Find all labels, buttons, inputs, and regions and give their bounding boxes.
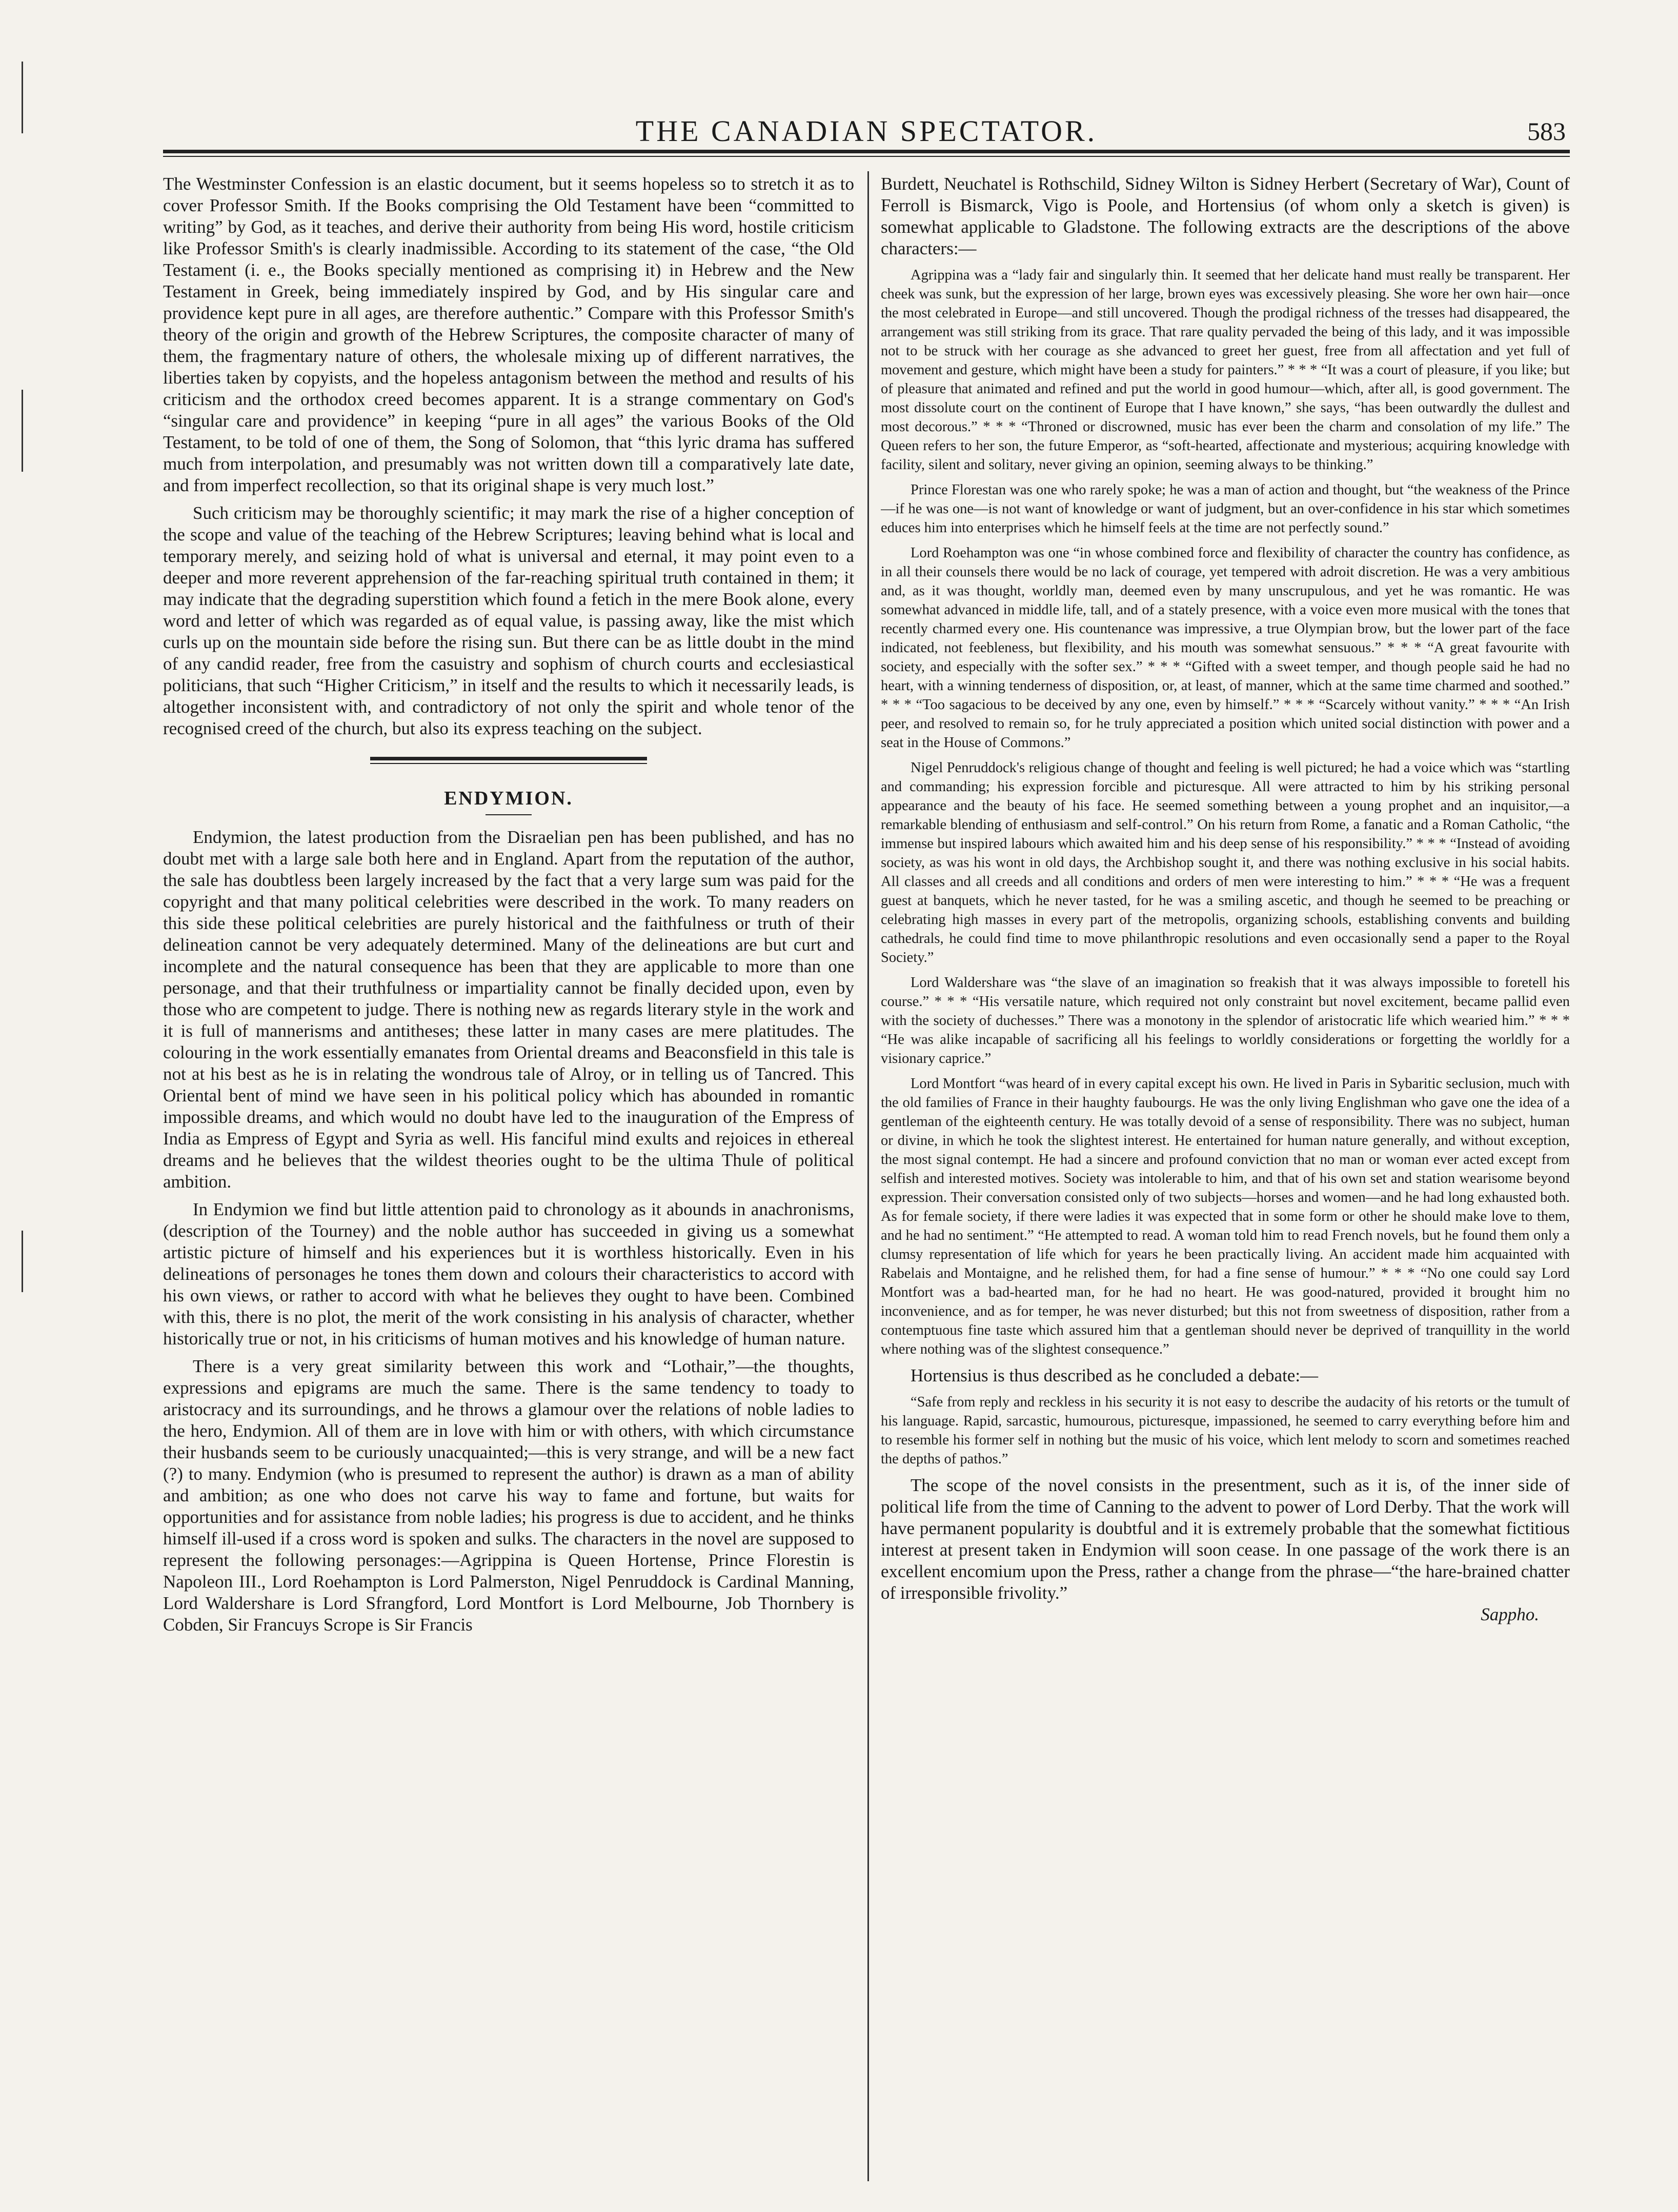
column-divider (867, 171, 869, 2181)
author-signature: Sappho. (1481, 1604, 1539, 1624)
page-header (163, 116, 1570, 147)
extract-hortensius: “Safe from reply and reckless in his security it is not easy to describe the audacity of his retorts or the tumult of his language. Rapid, sarcastic, humourous, picturesque, impassioned, he seemed to carry everything before him and to resemble his former self in nothing but the music of his voice, which lent melody to scorn and sometimes reached the depths of pathos.” (881, 1394, 1570, 1467)
extract-penruddock: Nigel Penruddock's religious change of thought and feeling is well pictured; he had a voice which was “startling and commanding; his expression forcible and picturesque. All were attracted to him by his striking personal appearance and the beauty of his face. He seemed something between a young prophet and an inquisitor,—a remarkable blending of enthusiasm and self-control.” On his return from Rome, a fanatic and a Roman Catholic, “the immense but inspired labours which awaited him and his deep sense of his responsibility.” * * * “Instead of avoiding society, as was his wont in old days, the Archbishop sought it, and there was nothing exclusive in his social habits. All classes and all creeds and all conditions and orders of men were interesting to him.” * * * “He was a frequent guest at banquets, which he never tasted, for he was a smiling ascetic, and though he seemed to be preaching or celebrating high masses in every part of the metropolis, organizing schools, establishing convents and building cathedrals, he could find time to move philanthropic resolutions and even occasionally send a paper to the Royal Society.” (881, 760, 1570, 966)
extract-florestan: Prince Florestan was one who rarely spoke; he was a man of action and thought, but “the weakness of the Prince—if he was one—is not want of knowledge or want of judgment, but an over-confidence in his star which sometimes educes him into enterprises which he himself feels at the time are not perfectly sound.” (881, 482, 1570, 536)
extract-waldershare: Lord Waldershare was “the slave of an imagination so freakish that it was always impossible to foretell his course.” * * * “His versatile nature, which required not only constraint but novel excitement, became pallid even with the society of duchesses.” There was a monotony in the splendor of aristocratic life which wearied him.” * * * “He was alike incapable of sacrificing all his feelings to worldly considerations or forgetting the worldly for a visionary caprice.” (881, 975, 1570, 1067)
scan-edge-mark (22, 390, 23, 472)
title-underline (486, 814, 532, 815)
extract-montfort: Lord Montfort “was heard of in every capital except his own. He lived in Paris in Sybaritic seclusion, much with the old families of France in their haughty faubourgs. He was the only living Englishman who gave one the idea of a gentleman of the eighteenth century. He was totally devoid of a sense of responsibility. There was no subject, human or divine, in which he took the slightest interest. He entertained for human nature generally, and without exception, the most signal contempt. He had a sincere and profound conviction that no man or woman ever acted except from selfish and interested motives. Society was intolerable to him, and that of his own set and station wearisome beyond expression. Their conversation consisted only of two subjects—horses and women—and he had long exhausted both. As for female society, if there were ladies it was expected that in some form or other he should make love to them, and he had no sentiment.” “He attempted to read. A woman told him to read French novels, but he found them only a clumsy representation of life which for years he been practically living. An accident made him acquainted with Rabelais and Montaigne, and he relished them, for had a fine sense of humour.” * * * “No one could say Lord Montfort was a bad-hearted man, for he had no heart. He was good-natured, provided it brought him no inconvenience, and as for temper, he was never disturbed; but this not from sweetness of disposition, rather from a contemptuous fine taste which assured him that a gentleman should never be deprived of tranquillity in the world where nothing was of the slightest consequence.” (881, 1076, 1570, 1357)
header-rule (163, 150, 1570, 153)
page-number: 583 (1527, 117, 1566, 146)
scan-edge-mark (22, 62, 23, 133)
right-column (881, 173, 1570, 2188)
paragraph: There is a very great similarity between this work and “Lothair,”—the thoughts, expressions and epigrams are much the same. There is the same tendency to toady to aristocracy and its surroundings, and he throws a glamour over the relations of noble ladies to the hero, Endymion. All of them are in love with him or with others, with which circumstance their husbands seem to be curiously unacquainted;—this is very strange, and will be a new fact (?) to many. Endymion (who is presumed to represent the author) is drawn as a man of ability and ambition; as one who does not carve his way to fame and fortune, but waits for opportunities and for assistance from noble ladies; his progress is due to accident, and he thinks himself ill-used if a cross word is spoken and sulks. The characters in the novel are supposed to represent the following personages:—Agrippina is Queen Hortense, Prince Florestin is Napoleon III., Lord Roehampton is Lord Palmerston, Nigel Penruddock is Cardinal Manning, Lord Waldershare is Lord Sfrangford, Lord Montfort is Lord Melbourne, Job Thornbery is Cobden, Sir Francuys Scrope is Sir Francis (163, 1356, 854, 1635)
left-column (163, 173, 854, 2188)
paragraph: The Westminster Confession is an elastic document, but it seems hopeless so to stretch it as to cover Professor Smith. If the Books comprising the Old Testament have been “committed to writing” by God, as it teaches, and derive their authority from being His word, hostile criticism like Professor Smith's is clearly inadmissible. According to its statement of the case, “the Old Testament (i. e., the Books specially mentioned as comprising it) in Hebrew and the New Testament in Greek, being immediately inspired by God, and by His singular care and providence kept pure in all ages, are therefore authentic.” Compare with this Professor Smith's theory of the origin and growth of the Hebrew Scriptures, the composite character of many of them, the fragmentary nature of others, the wholesale mixing up of different narratives, the liberties taken by copyists, and the hopeless antagonism between the method and results of his criticism and the orthodox creed becomes apparent. It is a strange commentary on God's “singular care and providence” in keeping “pure in all ages” the various Books of the Old Testament, to be told of one of them, the Song of Solomon, that “this lyric drama has suffered much from interpolation, and presumably was not written down till a comparatively late date, and from imperfect recollection, so that its original shape is very much lost.” (163, 174, 854, 495)
paragraph: Endymion, the latest production from the Disraelian pen has been published, and has no doubt met with a large sale both here and in England. Apart from the reputation of the author, the sale has doubtless been largely increased by the fact that a very large sum was paid for the copyright and that many political celebrities were described in the work. To many readers on this side these political celebrities are purely historical and the faithfulness or truth of their delineation cannot be very adequately determined. Many of the delineations are but curt and incomplete and the natural consequence has been that they are applicable to more than one personage, and that their truthfulness or impartiality cannot be finally decided upon, even by those who are competent to judge. There is nothing new as regards literary style in the work and it is full of mannerisms and antitheses; these latter in many cases are mere platitudes. The colouring in the work essentially emanates from Oriental dreams and Beaconsfield in this tale is not at his best as he is in relating the wondrous tale of Alroy, or in telling us of Tancred. This Oriental bent of mind we have seen in his political policy which has abounded in romantic impossible dreams, and which would no doubt have led to the inauguration of the Empress of India as Empress of Egypt and Syria as well. His fanciful mind exults and rejoices in ethereal dreams and he believes that the wildest theories ought to be the ultima Thule of political ambition. (163, 827, 854, 1192)
paragraph: In Endymion we find but little attention paid to chronology as it abounds in anachronisms, (description of the Tourney) and the noble author has succeeded in giving us a somewhat artistic picture of himself and his experiences but it is worthless historically. Even in his delineations of personages he tones them down and colours their characteristics to accord with his own views, or rather to accord with what he believes they ought to have been. Combined with this, there is no plot, the merit of the work consisting in his analysis of character, whether historically true or not, in his criticisms of human motives and his knowledge of human nature. (163, 1199, 854, 1349)
publication-title: THE CANADIAN SPECTATOR. (635, 114, 1098, 148)
paragraph: The scope of the novel consists in the presentment, such as it is, of the inner side of political life from the time of Canning to the advent to power of Lord Derby. That the work will have permanent popularity is doubtful and it is extremely probable that the somewhat fictitious interest at present taken in Endymion will soon cease. In one passage of the work there is an excellent encomium upon the Press, rather a change from the phrase—“the hare-brained chatter of irresponsible frivolity.” (881, 1475, 1570, 1603)
section-title: ENDYMION. (444, 788, 573, 809)
extract-agrippina: Agrippina was a “lady fair and singularly thin. It seemed that her delicate hand must really be transparent. Her cheek was sunk, but the expression of her large, brown eyes was excessively pleasing. She wore her own hair—once the most celebrated in Europe—and still uncovered. Though the prodigal richness of the tresses had disappeared, the arrangement was still striking from its grace. That rare quality pervaded the being of this lady, and it was impossible not to be struck with her courage as she advanced to greet her guest, free from all affectation and yet full of movement and gesture, which might have been a study for painters.” * * * “It was a court of pleasure, if you like; but of pleasure that animated and refined and put the world in good humour—which, after all, is good government. The most dissolute court on the continent of Europe that I have known,” she says, “has been outwardly the dullest and most decorous.” * * * “Throned or discrowned, music has ever been the charm and consolation of my life.” The Queen refers to her son, the future Emperor, as “soft-hearted, affectionate and mysterious; acquiring knowledge with facility, silent and solitary, never giving an opinion, seeming always to be thinking.” (881, 267, 1570, 473)
section-divider (370, 757, 647, 760)
section-divider-thin (370, 763, 647, 764)
extract-roehampton: Lord Roehampton was one “in whose combined force and flexibility of character the country has confidence, as in all their counsels there would be no lack of courage, yet tempered with adroit discretion. He was a very ambitious and, as it was thought, worldly man, deemed even by many unscrupulous, and yet he was romantic. He was somewhat advanced in middle life, tall, and of a stately presence, with a voice even more musical with the tones that recently charmed every one. His countenance was impressive, a true Olympian brow, but the lower part of the face indicated, not feebleness, but flexibility, and his mouth was somewhat sensuous.” * * * “A great favourite with society, and especially with the softer sex.” * * * “Gifted with a sweet temper, and though people said he had no heart, with a winning tenderness of disposition, or, at least, of manner, which at the same time charmed and soothed.” * * * “Too sagacious to be deceived by any one, even by himself.” * * * “Scarcely without vanity.” * * * “An Irish peer, and resolved to remain so, for he truly appreciated a position which united social distinction with power and a seat in the House of Commons.” (881, 545, 1570, 751)
header-rule-thin (163, 156, 1570, 157)
paragraph: Hortensius is thus described as he concluded a debate:— (911, 1365, 1319, 1385)
paragraph: Such criticism may be thoroughly scientific; it may mark the rise of a higher conception of the scope and value of the teaching of the Hebrew Scriptures; leaving behind what is local and temporary merely, and seizing hold of what is universal and eternal, it may point even to a deeper and more reverent apprehension of the far-reaching spiritual truth contained in them; it may indicate that the degrading superstition which found a fetich in the mere Book alone, every word and letter of which was regarded as of equal value, is passing away, like the mist which curls up on the mountain side before the rising sun. But there can be as little doubt in the mind of any candid reader, free from the casuistry and sophism of church courts and ecclesiastical politicians, that such “Higher Criticism,” in itself and the results to which it necessarily leads, is altogether inconsistent with, and contradictory of not only the spirit and whole tenor of the recognised creed of the church, but also its express teaching on the subject. (163, 503, 854, 738)
paragraph: Burdett, Neuchatel is Rothschild, Sidney Wilton is Sidney Herbert (Secretary of War), Count of Ferroll is Bismarck, Vigo is Poole, and Hortensius (of whom only a sketch is given) is somewhat applicable to Gladstone. The following extracts are the descriptions of the above characters:— (881, 174, 1570, 258)
scan-edge-mark (22, 1231, 23, 1292)
